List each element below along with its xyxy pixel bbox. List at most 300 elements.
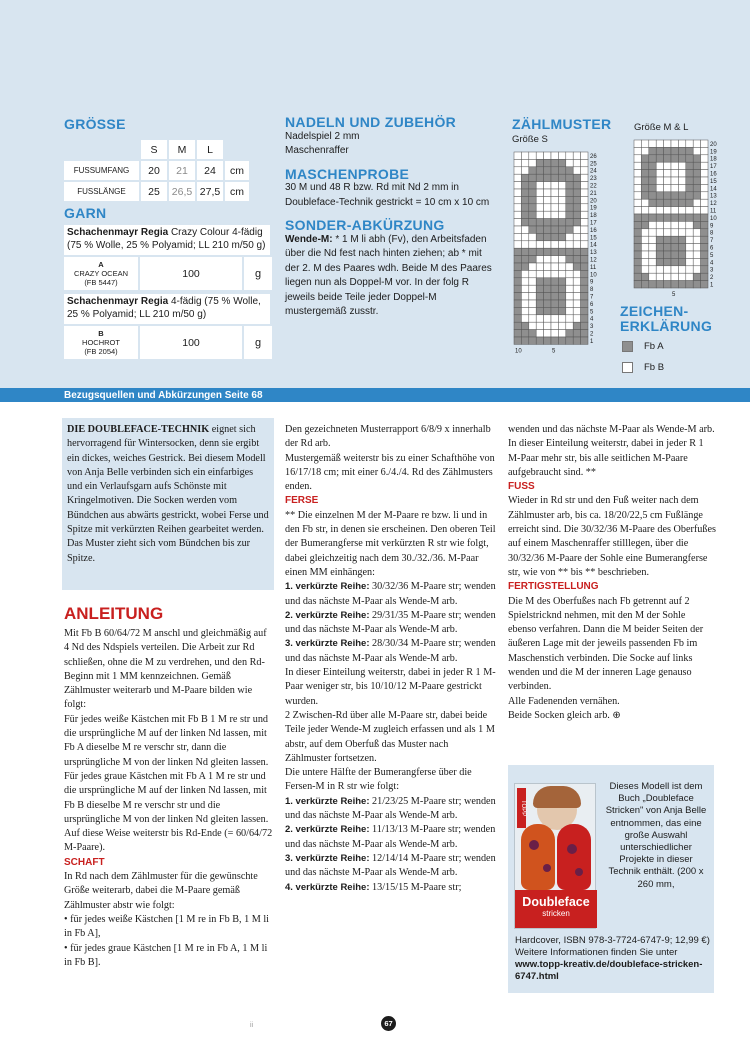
chart-cell [536, 263, 543, 270]
legend-fb-b-label: Fb B [644, 362, 665, 373]
nadeln-line: Nadelspiel 2 mm [285, 130, 360, 142]
chart-cell [634, 236, 641, 243]
chart-cell [686, 258, 693, 265]
chart-cell [536, 219, 543, 226]
chart-cell [536, 315, 543, 322]
chart-cell [581, 159, 588, 166]
chart-cell [701, 155, 708, 162]
cell-value: 24 [197, 161, 223, 180]
anleitung-column: Mit Fb B 60/64/72 M anschl und gleichmäßig auf 4 Nd des Ndspiels verteilen. Die Arbeit zur Rd schließen, ohne die M zu verdrehen, und den Rd-Beginn mit 1 MM kennzeichnen. Gemäß Zählmuster weiterarb und M-Paare bilden wie folgt: Für jedes weiße Kästchen mit Fb B 1 M re str und die ursprüngliche M auf der linken Nd lassen, mit Fb A dieselbe M re verschr str, dann die ursprüngliche M von der linken Nd gleiten lassen. Für jedes graue Kästchen mit Fb A 1 M re str und die ursprüngliche M auf der linken Nd lassen, mit Fb B dieselbe M re verschr str und die ursprüngliche M von der linken Nd gleiten lassen. Auf diese Weise weiterstr bis Rd-Ende (= 60/64/72 M-Paare). SCHAFT In Rd nach dem Zählmuster für die gewünschte Größe weiterarb, dabei die M-Paare gemäß Zählmuster abstr wie folgt: • für jedes weiße Kästchen [1 M re in Fb B, 1 M li in Fb A], • für jedes graue Kästchen [1 M re in Fb A, 1 M li in Fb B]. [64, 628, 273, 968]
chart-cell [551, 167, 558, 174]
chart-cell [649, 244, 656, 251]
chart-cell [686, 214, 693, 221]
chart-cell [573, 256, 580, 263]
zaehlmuster-heading: ZÄHLMUSTER [512, 116, 612, 132]
chart-cell [514, 307, 521, 314]
chart-cell [634, 258, 641, 265]
chart-cell [521, 152, 528, 159]
chart-cell [558, 174, 565, 181]
chart-cell [686, 281, 693, 288]
chart-cell [514, 285, 521, 292]
chart-cell [701, 184, 708, 191]
chart-y-tick: 20 [710, 141, 717, 148]
chart-cell [529, 330, 536, 337]
chart-cell [664, 140, 671, 147]
chart-cell [664, 281, 671, 288]
cover-mitten-left [521, 824, 555, 890]
chart-cell [521, 233, 528, 240]
chart-cell [573, 152, 580, 159]
chart-cell [664, 273, 671, 280]
chart-cell [558, 219, 565, 226]
chart-cell [656, 140, 663, 147]
chart-cell [581, 211, 588, 218]
chart-cell [678, 229, 685, 236]
chart-cell [536, 233, 543, 240]
chart-cell [521, 174, 528, 181]
chart-cell [521, 278, 528, 285]
chart-cell [664, 177, 671, 184]
chart-cell [544, 219, 551, 226]
size-s: S [141, 140, 167, 159]
chart-cell [566, 278, 573, 285]
chart-cell [529, 241, 536, 248]
chart-cell [693, 170, 700, 177]
chart-cell [536, 256, 543, 263]
chart-cell [686, 236, 693, 243]
chart-cell [558, 152, 565, 159]
chart-cell [529, 226, 536, 233]
chart-cell [558, 256, 565, 263]
chart-cell [573, 263, 580, 270]
chart-cell [686, 147, 693, 154]
footer-mark: ii [250, 1022, 254, 1029]
chart-cell [544, 337, 551, 344]
chart-cell [529, 285, 536, 292]
chart-cell [671, 170, 678, 177]
chart-y-tick: 4 [710, 260, 714, 267]
book-url-link[interactable]: www.topp-kreativ.de/doubleface-stricken-6747.html [515, 959, 703, 982]
chart-cell [634, 251, 641, 258]
chart-cell [693, 147, 700, 154]
chart-cell [558, 248, 565, 255]
schaft-heading: SCHAFT [64, 856, 105, 868]
chart-cell [573, 285, 580, 292]
chart-cell [581, 263, 588, 270]
chart-cell [566, 241, 573, 248]
chart-cell [671, 258, 678, 265]
cover-mitten-right [557, 824, 591, 890]
chart-cell [656, 244, 663, 251]
chart-cell [581, 152, 588, 159]
chart-cell [551, 315, 558, 322]
chart-cell [551, 182, 558, 189]
chart-cell [551, 300, 558, 307]
chart-cell [529, 337, 536, 344]
chart-cell [551, 189, 558, 196]
yarn-2-unit: g [244, 326, 272, 359]
chart-cell [558, 263, 565, 270]
chart-cell [514, 315, 521, 322]
chart-cell [686, 229, 693, 236]
cover-mitten-dot [529, 840, 539, 850]
chart-cell [521, 182, 528, 189]
chart-cell [641, 184, 648, 191]
chart-y-tick: 23 [590, 176, 597, 183]
chart-y-tick: 9 [590, 279, 594, 286]
chart-cell [566, 256, 573, 263]
chart-cell [581, 270, 588, 277]
chart-cell [514, 174, 521, 181]
cell-unit: cm [225, 161, 249, 180]
chart-cell [671, 147, 678, 154]
chart-cell [634, 199, 641, 206]
chart-y-tick: 24 [590, 168, 597, 175]
chart-cell [678, 140, 685, 147]
chart-cell [664, 184, 671, 191]
chart-cell [649, 192, 656, 199]
chart-cell [551, 270, 558, 277]
chart-cell [551, 241, 558, 248]
chart-cell [664, 214, 671, 221]
chart-cell [536, 174, 543, 181]
chart-y-tick: 6 [710, 245, 714, 252]
chart-cell [686, 207, 693, 214]
chart-cell [514, 226, 521, 233]
sonder-heading: SONDER-ABKÜRZUNG [285, 217, 445, 233]
yarn-2-description: Schachenmayr Regia 4-fädig (75 % Wolle, 25 % Polyamid; LL 210 m/50 g) [64, 294, 270, 324]
chart-cell [693, 266, 700, 273]
chart-cell [573, 167, 580, 174]
chart-cell [649, 207, 656, 214]
zeichen-heading: ZEICHEN- ERKLÄRUNG [620, 303, 713, 334]
chart-cell [649, 162, 656, 169]
chart-cell [521, 307, 528, 314]
chart-cell [649, 155, 656, 162]
chart-y-tick: 19 [590, 205, 597, 212]
chart-cell [686, 155, 693, 162]
yarn-1-row: A CRAZY OCEAN (FB 5447) 100 g [64, 257, 272, 290]
chart-cell [521, 256, 528, 263]
chart-cell [634, 192, 641, 199]
chart-ml-label: Größe M & L [634, 122, 689, 133]
chart-cell [581, 196, 588, 203]
chart-cell [521, 189, 528, 196]
chart-size-s [512, 150, 597, 365]
chart-cell [514, 233, 521, 240]
chart-cell [678, 281, 685, 288]
chart-cell [573, 196, 580, 203]
chart-cell [581, 233, 588, 240]
chart-cell [573, 322, 580, 329]
chart-cell [581, 167, 588, 174]
chart-cell [664, 170, 671, 177]
cell-value: 27,5 [197, 182, 223, 201]
yarn-1-unit: g [244, 257, 272, 290]
nadeln-line: Maschenraffer [285, 145, 349, 156]
chart-cell [544, 293, 551, 300]
chart-cell [544, 241, 551, 248]
chart-cell [678, 207, 685, 214]
chart-cell [544, 152, 551, 159]
book-cover-image [514, 783, 596, 929]
chart-cell [701, 258, 708, 265]
chart-cell [664, 251, 671, 258]
sonder-text: Wende-M: * 1 M li abh (Fv), den Arbeitsfaden über die Nd fest nach hinten ziehen; ab * mit der 2. M des Paares wdh. Beide M des Paares liegen nun als Doppel-M vor. In der folg R jeweils beide Teile jeder Doppel-M mustergemäß zusstr. [285, 233, 492, 317]
chart-cell [544, 204, 551, 211]
chart-cell [529, 152, 536, 159]
book-footer: Hardcover, ISBN 978-3-7724-6747-9; 12,99 €) Weitere Informationen finden Sie unter www.topp-kreativ.de/doubleface-stricken-6747.html [515, 935, 710, 982]
chart-cell [573, 248, 580, 255]
chart-cell [529, 167, 536, 174]
chart-cell [686, 273, 693, 280]
chart-cell [701, 147, 708, 154]
chart-cell [701, 199, 708, 206]
chart-y-tick: 12 [710, 201, 717, 208]
chart-cell [566, 293, 573, 300]
chart-cell [521, 211, 528, 218]
chart-cell [693, 192, 700, 199]
chart-cell [573, 307, 580, 314]
chart-cell [641, 266, 648, 273]
row-label: FUSSUMFANG [64, 161, 139, 180]
chart-cell [551, 196, 558, 203]
chart-cell [558, 167, 565, 174]
chart-cell [573, 204, 580, 211]
chart-cell [641, 229, 648, 236]
chart-cell [634, 184, 641, 191]
chart-cell [664, 207, 671, 214]
chart-cell [529, 256, 536, 263]
chart-cell [634, 140, 641, 147]
chart-cell [544, 300, 551, 307]
chart-cell [558, 196, 565, 203]
cell-value: 25 [141, 182, 167, 201]
chart-cell [529, 293, 536, 300]
chart-cell [701, 273, 708, 280]
chart-y-tick: 17 [590, 220, 597, 227]
chart-cell [641, 236, 648, 243]
chart-cell [551, 285, 558, 292]
chart-cell [656, 221, 663, 228]
chart-cell [544, 211, 551, 218]
chart-cell [649, 184, 656, 191]
chart-cell [649, 258, 656, 265]
chart-cell [558, 226, 565, 233]
chart-cell [514, 189, 521, 196]
chart-cell [686, 184, 693, 191]
chart-cell [558, 307, 565, 314]
chart-y-tick: 15 [710, 178, 717, 185]
chart-cell [521, 330, 528, 337]
chart-cell [529, 204, 536, 211]
chart-cell [678, 170, 685, 177]
chart-cell [573, 233, 580, 240]
chart-cell [581, 322, 588, 329]
chart-cell [566, 211, 573, 218]
chart-cell [573, 270, 580, 277]
chart-cell [573, 159, 580, 166]
chart-cell [566, 219, 573, 226]
intro-box [62, 418, 274, 590]
chart-y-tick: 13 [710, 193, 717, 200]
chart-cell [581, 204, 588, 211]
maschenprobe-text: 30 M und 48 R bzw. Rd mit Nd 2 mm in Doubleface-Technik gestrickt = 10 cm x 10 cm [285, 182, 490, 208]
chart-cell [671, 229, 678, 236]
cover-title-band [515, 890, 597, 928]
chart-cell [521, 248, 528, 255]
chart-cell [521, 196, 528, 203]
chart-cell [558, 293, 565, 300]
chart-cell [634, 177, 641, 184]
chart-cell [551, 322, 558, 329]
chart-cell [641, 177, 648, 184]
legend-fb-a-swatch [622, 341, 633, 352]
yarn-1-amount: 100 [140, 257, 242, 290]
chart-cell [544, 182, 551, 189]
chart-cell [521, 337, 528, 344]
chart-y-tick: 2 [590, 331, 594, 338]
chart-cell [678, 199, 685, 206]
chart-cell [544, 256, 551, 263]
chart-cell [514, 278, 521, 285]
nadeln-heading: NADELN UND ZUBEHÖR [285, 114, 457, 130]
yarn-2-row: B HOCHROT (FB 2054) 100 g [64, 326, 272, 359]
chart-cell [656, 162, 663, 169]
chart-cell [656, 177, 663, 184]
chart-cell [573, 211, 580, 218]
chart-cell [544, 196, 551, 203]
chart-cell [536, 226, 543, 233]
chart-cell [573, 241, 580, 248]
chart-cell [671, 184, 678, 191]
chart-cell [701, 244, 708, 251]
chart-cell [566, 152, 573, 159]
chart-cell [656, 236, 663, 243]
chart-cell [581, 307, 588, 314]
chart-cell [536, 159, 543, 166]
chart-cell [678, 214, 685, 221]
chart-cell [634, 147, 641, 154]
groesse-heading: GRÖSSE [64, 116, 126, 132]
chart-cell [581, 182, 588, 189]
chart-cell [536, 278, 543, 285]
cell-value: 20 [141, 161, 167, 180]
chart-cell [693, 229, 700, 236]
chart-y-tick: 10 [590, 272, 597, 279]
chart-cell [573, 219, 580, 226]
chart-cell [521, 293, 528, 300]
chart-cell [558, 300, 565, 307]
chart-cell [656, 207, 663, 214]
chart-cell [678, 244, 685, 251]
chart-cell [656, 184, 663, 191]
chart-cell [671, 192, 678, 199]
chart-cell [649, 170, 656, 177]
chart-cell [566, 196, 573, 203]
chart-x-tick: 10 [515, 348, 522, 355]
chart-cell [514, 219, 521, 226]
chart-y-tick: 22 [590, 183, 597, 190]
chart-cell [514, 196, 521, 203]
chart-cell [671, 281, 678, 288]
chart-cell [649, 273, 656, 280]
chart-cell [686, 244, 693, 251]
chart-cell [529, 174, 536, 181]
chart-cell [514, 337, 521, 344]
cover-mitten-dot [567, 844, 577, 854]
chart-cell [521, 226, 528, 233]
chart-cell [656, 281, 663, 288]
cell-value: 26,5 [169, 182, 195, 201]
chart-cell [551, 307, 558, 314]
legend-fb-b-swatch [622, 362, 633, 373]
chart-cell [529, 270, 536, 277]
chart-cell [671, 162, 678, 169]
chart-cell [536, 211, 543, 218]
chart-y-tick: 8 [710, 230, 714, 237]
chart-cell [529, 233, 536, 240]
chart-cell [514, 330, 521, 337]
chart-cell [701, 162, 708, 169]
chart-y-tick: 2 [710, 275, 714, 282]
chart-cell [566, 307, 573, 314]
chart-cell [521, 322, 528, 329]
chart-cell [581, 226, 588, 233]
chart-cell [551, 263, 558, 270]
chart-cell [529, 189, 536, 196]
cover-hair [533, 786, 581, 808]
chart-cell [514, 204, 521, 211]
chart-cell [514, 263, 521, 270]
chart-cell [678, 184, 685, 191]
chart-cell [701, 214, 708, 221]
chart-cell [566, 189, 573, 196]
fuss-heading: FUSS [508, 481, 535, 493]
chart-cell [641, 251, 648, 258]
chart-cell [521, 315, 528, 322]
ferse-heading: FERSE [285, 495, 319, 507]
book-brand-badge: TOPP [517, 788, 526, 828]
chart-cell [641, 140, 648, 147]
size-m: M [169, 140, 195, 159]
chart-cell [573, 278, 580, 285]
chart-cell [634, 214, 641, 221]
chart-cell [693, 236, 700, 243]
chart-cell [551, 219, 558, 226]
chart-cell [671, 273, 678, 280]
chart-cell [544, 248, 551, 255]
chart-cell [551, 211, 558, 218]
fertigstellung-heading: FERTIGSTELLUNG [508, 581, 599, 593]
chart-cell [581, 219, 588, 226]
chart-cell [634, 221, 641, 228]
chart-cell [581, 300, 588, 307]
chart-cell [551, 256, 558, 263]
chart-y-tick: 11 [710, 208, 717, 215]
chart-cell [671, 207, 678, 214]
chart-cell [581, 248, 588, 255]
chart-cell [573, 300, 580, 307]
chart-cell [536, 248, 543, 255]
chart-cell [641, 221, 648, 228]
chart-cell [656, 214, 663, 221]
chart-cell [558, 270, 565, 277]
chart-cell [701, 207, 708, 214]
chart-y-tick: 5 [590, 309, 594, 316]
chart-cell [664, 192, 671, 199]
chart-cell [581, 256, 588, 263]
